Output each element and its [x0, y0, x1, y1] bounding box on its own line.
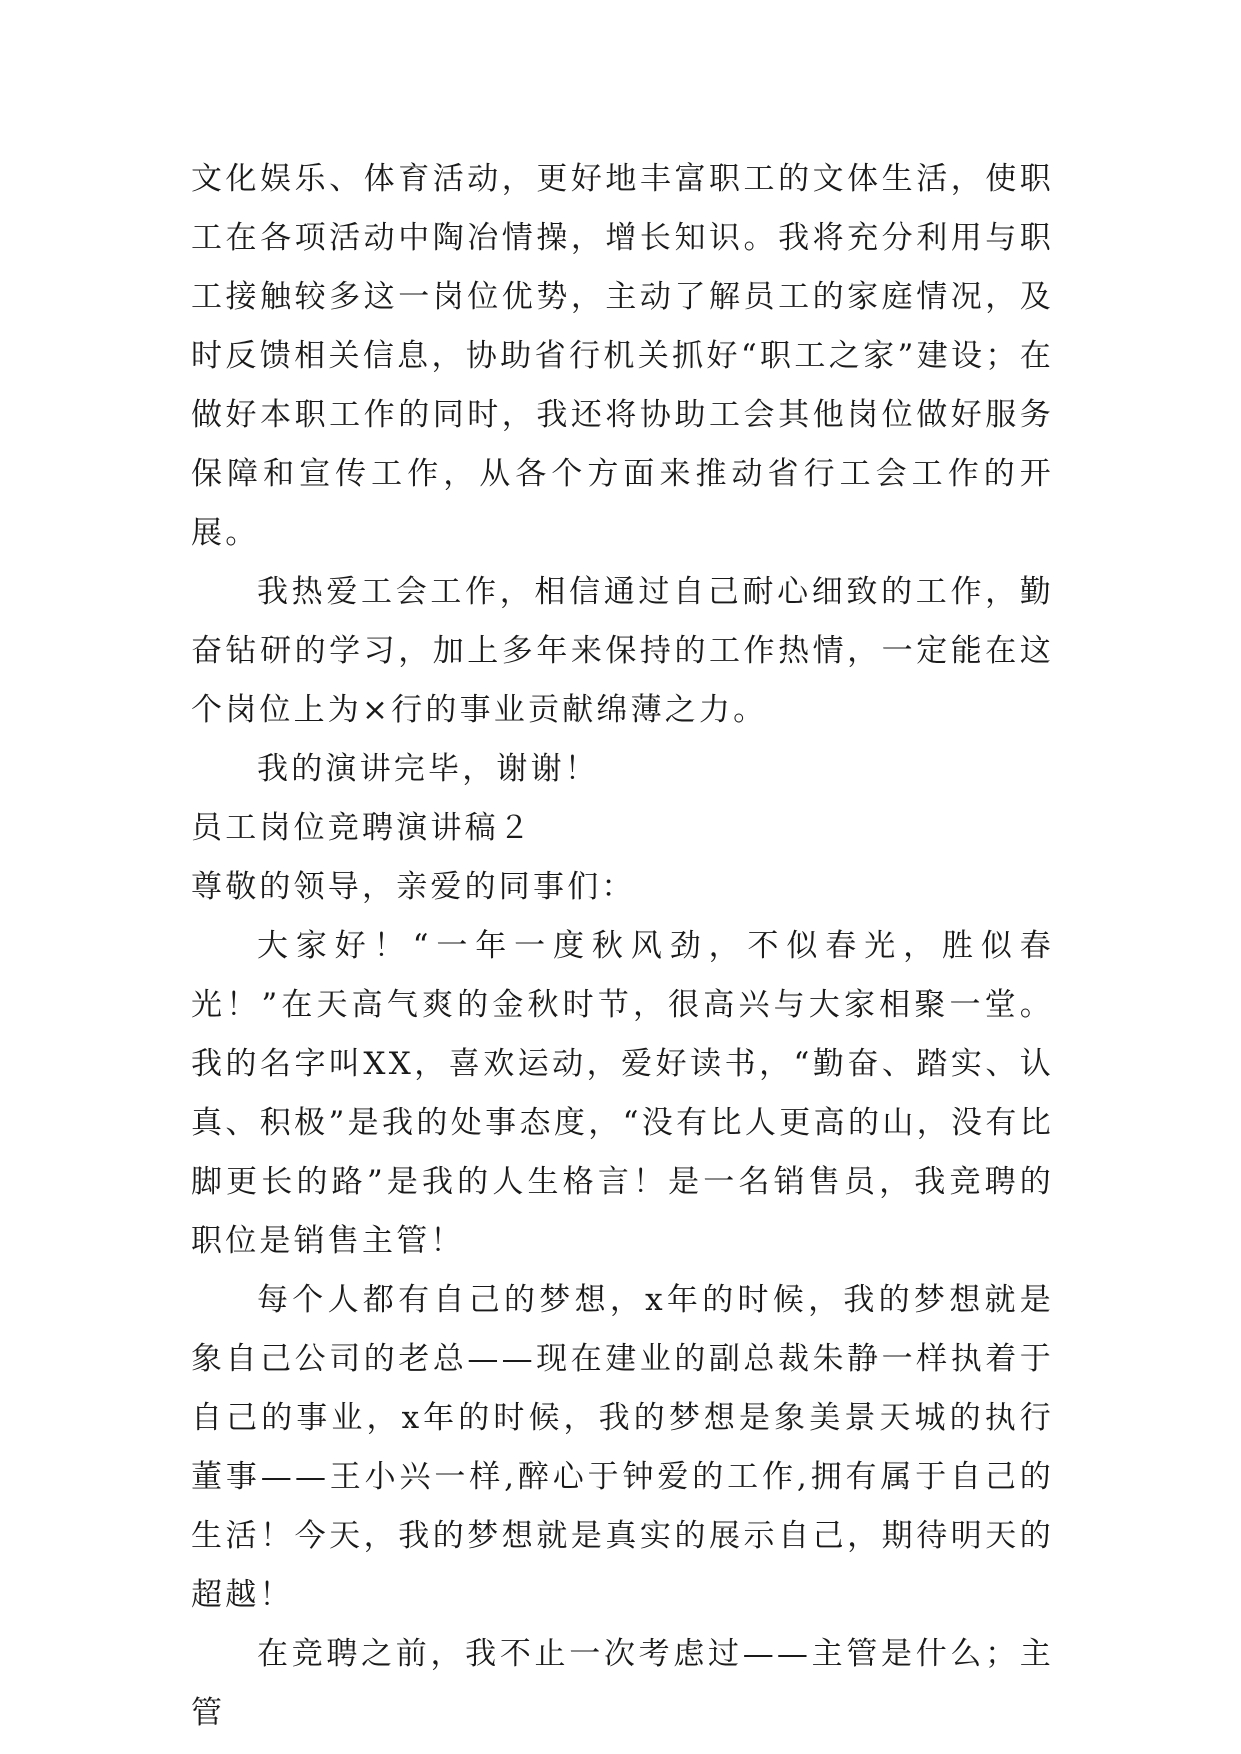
salutation: 尊敬的领导，亲爱的同事们： — [191, 869, 636, 905]
paragraph-before-competition: 在竞聘之前，我不止一次考虑过——主管是什么；主管 — [191, 1636, 1054, 1731]
paragraph-greeting: 大家好！“一年一度秋风劲，不似春光，胜似春光！”在天高气爽的金秋时节，很高兴与大家相聚一堂。我的名字叫XX，喜欢运动，爱好读书，“勤奋、踏实、认真、积极”是我的处事态度，“没有比人更高的山，没有比脚更长的路”是我的人生格言！是一名销售员，我竞聘的职位是销售主管！ — [191, 928, 1054, 1259]
section-title: 员工岗位竞聘演讲稿２ — [191, 810, 533, 846]
paragraph-dreams: 每个人都有自己的梦想，x年的时候，我的梦想就是象自己公司的老总——现在建业的副总裁朱静一样执着于自己的事业，x年的时候，我的梦想是象美景天城的执行董事——王小兴一样,醉心于钟爱的工作,拥有属于自己的生活！今天，我的梦想就是真实的展示自己，期待明天的超越！ — [191, 1282, 1054, 1613]
continued-paragraph: 文化娱乐、体育活动，更好地丰富职工的文体生活，使职工在各项活动中陶冶情操，增长知识。我将充分利用与职工接触较多这一岗位优势，主动了解员工的家庭情况，及时反馈相关信息，协助省行机关抓好“职工之家”建设；在做好本职工作的同时，我还将协助工会其他岗位做好服务保障和宣传工作，从各个方面来推动省行工会工作的开展。 — [191, 161, 1054, 551]
paragraph-union-work: 我热爱工会工作，相信通过自己耐心细致的工作，勤奋钻研的学习，加上多年来保持的工作热情，一定能在这个岗位上为×行的事业贡献绵薄之力。 — [191, 574, 1054, 728]
paragraph-closing: 我的演讲完毕，谢谢！ — [257, 751, 599, 787]
